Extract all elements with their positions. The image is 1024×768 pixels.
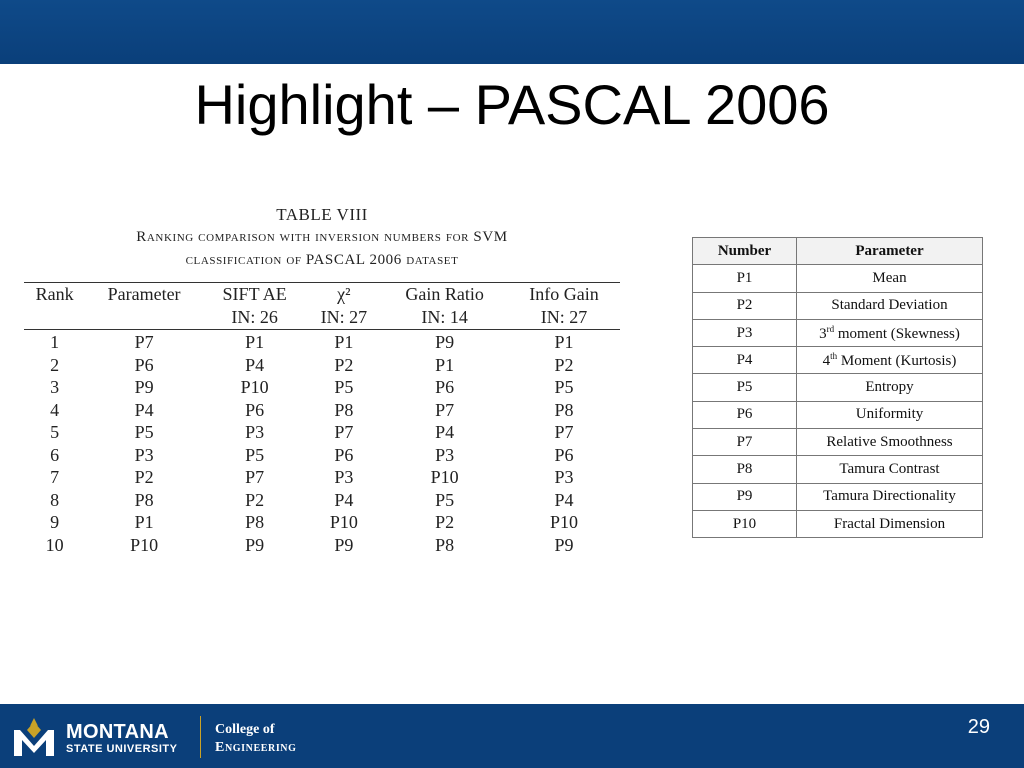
ranking-header-cell: χ² xyxy=(306,283,381,307)
ranking-inversion-cell xyxy=(85,306,203,330)
table-cell: P8 xyxy=(334,399,354,420)
table-row xyxy=(24,489,620,512)
table-cell: P2 xyxy=(134,467,154,487)
parameter-name-text: Standard Deviation xyxy=(831,297,948,314)
table-cell: P5 xyxy=(245,444,265,465)
parameter-name xyxy=(797,510,983,537)
table-row xyxy=(24,534,620,557)
parameter-name-text: 4 xyxy=(822,352,831,369)
table-row xyxy=(693,483,983,510)
table-cell: P3 xyxy=(245,422,265,442)
table-cell: P4 xyxy=(245,354,265,375)
parameter-name-text: Mean xyxy=(872,269,907,286)
table-cell: P3 xyxy=(435,444,455,465)
table-row xyxy=(24,376,620,399)
table-cell: P7 xyxy=(245,467,265,487)
ranking-header-cell: Gain Ratio xyxy=(381,283,508,307)
table-row xyxy=(24,444,620,467)
parameter-name-superscript: th xyxy=(830,350,838,361)
parameter-table xyxy=(692,237,983,538)
parameter-name-text: Tamura Contrast xyxy=(839,461,940,478)
parameter-name-text: 3 xyxy=(819,325,827,342)
table-cell: P3 xyxy=(134,444,154,465)
table-row xyxy=(693,265,983,292)
table-cell: P3 xyxy=(334,467,354,487)
table-cell: P6 xyxy=(554,444,574,465)
table-cell: P1 xyxy=(134,512,154,532)
parameter-name xyxy=(797,456,983,483)
parameter-name-text: Tamura Directionality xyxy=(823,488,956,505)
table-cell: P2 xyxy=(435,512,455,532)
table-cell: P1 xyxy=(245,332,265,352)
table-caption-number: TABLE VIII xyxy=(276,205,368,224)
table-cell: P7 xyxy=(334,422,354,442)
table-cell: 9 xyxy=(50,512,60,532)
ranking-inversion-cell: IN: 27 xyxy=(508,306,620,330)
table-row xyxy=(24,511,620,534)
parameter-name xyxy=(797,292,983,319)
table-cell: P8 xyxy=(134,489,154,510)
parameter-number: P3 xyxy=(693,319,797,346)
ranking-inversion-cell: IN: 14 xyxy=(381,306,508,330)
msu-logo-icon xyxy=(10,716,58,758)
table-cell: 8 xyxy=(50,489,60,510)
table-cell: P10 xyxy=(240,377,269,397)
table-cell: P9 xyxy=(245,534,265,555)
table-cell: P1 xyxy=(554,332,574,352)
table-cell: P8 xyxy=(435,534,455,555)
parameter-header-number: Number xyxy=(693,238,797,265)
table-cell: 2 xyxy=(50,354,60,375)
table-caption-line2: classification of PASCAL 2006 dataset xyxy=(185,252,459,268)
table-cell: 5 xyxy=(50,422,60,442)
ranking-header-cell: Parameter xyxy=(85,283,203,307)
table-row xyxy=(693,374,983,401)
parameter-name xyxy=(797,483,983,510)
table-cell: P5 xyxy=(134,422,154,442)
table-cell: 3 xyxy=(50,377,60,397)
parameter-name-superscript: rd xyxy=(826,323,835,334)
table-cell: P6 xyxy=(134,354,154,375)
table-cell: P6 xyxy=(435,377,455,397)
parameter-number: P5 xyxy=(693,374,797,401)
table-cell: P2 xyxy=(245,489,265,510)
table-row xyxy=(693,429,983,456)
parameter-name-text: Entropy xyxy=(865,379,914,396)
ranking-header-cell: Info Gain xyxy=(508,283,620,307)
header-bar xyxy=(0,0,1024,64)
table-cell: P10 xyxy=(329,512,358,532)
table-cell: P10 xyxy=(549,512,578,532)
parameter-number: P2 xyxy=(693,292,797,319)
page-number: 29 xyxy=(967,716,990,738)
table-cell: P9 xyxy=(334,534,354,555)
college-line1: College of xyxy=(215,722,275,737)
parameter-number: P1 xyxy=(693,265,797,292)
parameter-number: P9 xyxy=(693,483,797,510)
table-row xyxy=(24,330,620,354)
parameter-name xyxy=(797,374,983,401)
parameter-name xyxy=(797,347,983,374)
table-cell: P2 xyxy=(334,354,354,375)
ranking-table-block xyxy=(24,204,620,556)
ranking-table-body xyxy=(24,330,620,557)
parameter-number: P10 xyxy=(693,510,797,537)
table-cell: 10 xyxy=(45,534,64,555)
ranking-inversion-cell: IN: 26 xyxy=(203,306,306,330)
parameter-name xyxy=(797,429,983,456)
parameter-number: P6 xyxy=(693,401,797,428)
ranking-header-cell: Rank xyxy=(24,283,85,307)
university-name: MONTANA xyxy=(66,721,169,743)
table-row xyxy=(24,354,620,377)
table-row xyxy=(24,466,620,489)
parameter-name-text: Fractal Dimension xyxy=(833,515,946,532)
table-row xyxy=(693,347,983,374)
table-cell: P4 xyxy=(554,489,574,510)
table-cell: P6 xyxy=(334,444,354,465)
table-cell: P7 xyxy=(554,422,574,442)
table-cell: P3 xyxy=(554,467,574,487)
table-row xyxy=(693,401,983,428)
university-subtitle: STATE UNIVERSITY xyxy=(66,743,178,755)
parameter-number: P8 xyxy=(693,456,797,483)
table-cell: P6 xyxy=(245,399,265,420)
parameter-header-row xyxy=(693,238,983,265)
slide-title: Highlight – PASCAL 2006 xyxy=(194,73,830,136)
table-row xyxy=(693,456,983,483)
table-cell: P5 xyxy=(334,377,354,397)
footer-divider xyxy=(200,716,201,758)
table-cell: 4 xyxy=(50,399,60,420)
table-row xyxy=(24,421,620,444)
table-cell: P4 xyxy=(134,399,154,420)
table-row xyxy=(24,399,620,422)
parameter-name xyxy=(797,401,983,428)
ranking-table xyxy=(24,282,620,556)
table-cell: P1 xyxy=(435,354,455,375)
table-cell: P5 xyxy=(554,377,574,397)
parameter-name-text: Uniformity xyxy=(855,406,924,423)
parameter-name-suffix: Moment (Kurtosis) xyxy=(837,352,957,369)
table-cell: 1 xyxy=(50,332,60,352)
table-cell: P4 xyxy=(435,422,455,442)
parameter-number: P4 xyxy=(693,347,797,374)
table-cell: P8 xyxy=(554,399,574,420)
table-cell: P4 xyxy=(334,489,354,510)
table-row xyxy=(693,292,983,319)
parameter-name xyxy=(797,319,983,346)
parameter-number: P7 xyxy=(693,429,797,456)
ranking-inversion-row xyxy=(24,306,620,330)
table-row xyxy=(693,510,983,537)
ranking-header-cell: SIFT AE xyxy=(203,283,306,307)
table-cell: P10 xyxy=(130,534,159,555)
parameter-table-body xyxy=(693,265,983,538)
table-cell: 7 xyxy=(50,467,60,487)
table-cell: P10 xyxy=(430,467,459,487)
ranking-inversion-cell: IN: 27 xyxy=(306,306,381,330)
table-cell: 6 xyxy=(50,444,60,465)
table-cell: P5 xyxy=(435,489,455,510)
table-caption-line1: Ranking comparison with inversion numbers for SVM xyxy=(136,229,508,245)
table-cell: P9 xyxy=(554,534,574,555)
college-line2: Engineering xyxy=(215,740,297,755)
table-cell: P1 xyxy=(334,332,354,352)
footer-bar xyxy=(0,704,1024,768)
ranking-inversion-cell xyxy=(24,306,85,330)
table-cell: P9 xyxy=(134,377,154,397)
parameter-name-text: Relative Smoothness xyxy=(826,433,953,450)
table-cell: P7 xyxy=(435,399,455,420)
parameter-name-suffix: moment (Skewness) xyxy=(834,325,960,342)
parameter-name xyxy=(797,265,983,292)
table-cell: P9 xyxy=(435,332,455,352)
table-cell: P2 xyxy=(554,354,574,375)
table-cell: P7 xyxy=(134,332,154,352)
table-row xyxy=(693,319,983,346)
parameter-header-parameter: Parameter xyxy=(797,238,983,265)
table-cell: P8 xyxy=(245,512,265,532)
ranking-header-row xyxy=(24,283,620,307)
